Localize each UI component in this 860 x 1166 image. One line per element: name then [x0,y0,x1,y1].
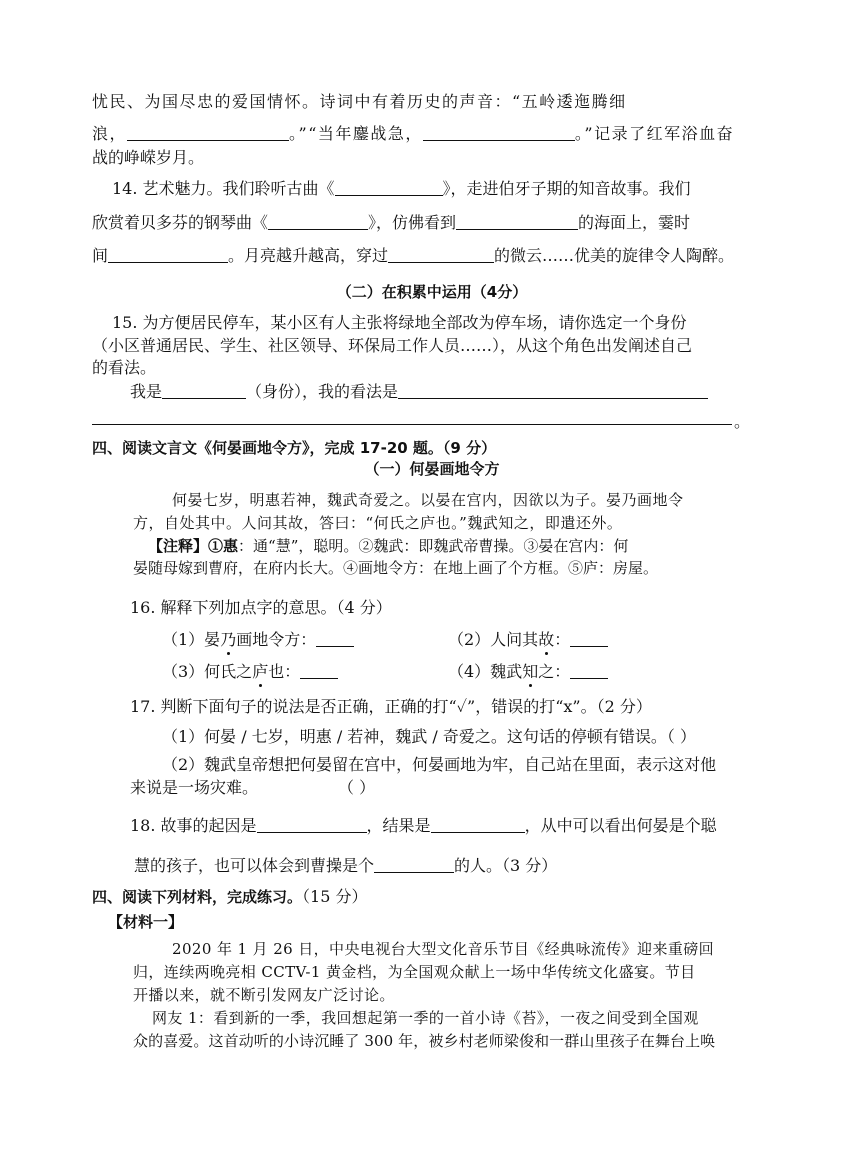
question-17: 17. 判断下面句子的说法是否正确，正确的打“✓”，错误的打“x”。（2 分） [130,697,652,716]
passage-title: （一）何晏画地令方 [364,460,500,478]
question-17-item: （1）何晏 / 七岁，明惠 / 若神，魏武 / 奇爱之。这句话的停顿有错误。（ ） [162,727,696,746]
answer-blank[interactable] [316,630,354,647]
question-16-item: （3）何氏之庐也： （4）魏武知之： [162,662,842,682]
passage-line: 方，自处其中。人问其故，答曰：“何氏之庐也。”魏武知之，即遣还外。 [133,514,623,532]
identity-blank[interactable] [162,382,246,399]
question-14: 14. 艺术魅力。我们聆听古曲《 》，走进伯牙子期的知音故事。我们 [112,179,691,198]
answer-blank[interactable] [423,124,575,141]
answer-blank[interactable] [570,630,608,647]
material-line: 开播以来，就不断引发网友广泛讨论。 [133,986,395,1004]
section-heading: 四、阅读下列材料，完成练习。（15 分） [92,887,368,906]
answer-blank[interactable] [127,124,289,141]
question-15-line: 的看法。 [92,358,157,377]
material-line: 2020 年 1 月 26 日，中央电视台大型文化音乐节目《经典咏流传》迎来重磅回 [172,940,715,958]
section-heading: 四、阅读文言文《何晏画地令方》，完成 17-20 题。（9 分） [92,439,497,457]
text-line: 忧民、为国尽忠的爱国情怀。诗词中有着历史的声音：“五岭逶迤腾细 [92,92,627,111]
answer-blank[interactable] [374,856,454,873]
period-mark: 。 [734,412,751,431]
material-line: 众的喜爱。这首动听的小诗沉睡了 300 年，被乡村老师梁俊和一群山里孩子在舞台上唤 [133,1032,716,1050]
question-16-item: （1）晏乃画地令方： （2）人问其故： [162,630,842,650]
question-15-answer: 我是 （身份），我的看法是 [130,382,810,402]
text-line: 浪， 。”“当年鏖战急， 。”记录了红军浴血奋 [92,124,735,143]
section-heading: （二）在积累中运用（4分） [336,283,528,301]
question-15: 15. 为方便居民停车，某小区有人主张将绿地全部改为停车场，请你选定一个身份 [112,313,687,332]
question-14-line: 欣赏着贝多芬的钢琴曲《 》，仿佛看到 的海面上，霎时 [92,213,691,232]
material-label: 【材料一】 [108,913,184,931]
passage-line: 何晏七岁，明惠若神，魏武奇爱之。以晏在宫内，因欲以为子。晏乃画地令 [172,491,684,509]
opinion-blank[interactable] [398,382,708,399]
question-16: 16. 解释下列加点字的意思。（4 分） [130,598,392,617]
answer-blank[interactable] [335,179,443,196]
answer-blank[interactable] [268,213,368,230]
answer-rule[interactable] [92,424,732,425]
answer-blank[interactable] [257,816,367,833]
question-14-line: 间 。月亮越升越高，穿过 的微云……优美的旋律令人陶醉。 [92,246,735,265]
answer-blank[interactable] [570,662,608,679]
question-18-line: 慧的孩子，也可以体会到曹操是个 的人。（3 分） [134,856,558,875]
question-15-line: （小区普通居民、学生、社区领导、环保局工作人员……），从这个角色出发阐述自己 [92,336,693,355]
answer-blank[interactable] [456,213,578,230]
question-17-item: 来说是一场灾难。 （ ） [130,778,376,797]
answer-blank[interactable] [300,662,338,679]
answer-blank[interactable] [431,816,525,833]
text-line: 战的峥嵘岁月。 [92,148,205,167]
question-18: 18. 故事的起因是 ，结果是 ，从中可以看出何晏是个聪 [130,816,717,835]
material-line: 归，连续两晚亮相 CCTV-1 黄金档，为全国观众献上一场中华传统文化盛宴。节目 [133,963,696,981]
annotation-line: 晏随母嫁到曹府，在府内长大。④画地令方：在地上画了个方框。⑤庐：房屋。 [133,559,659,577]
answer-blank[interactable] [388,246,494,263]
question-17-item: （2）魏武皇帝想把何晏留在宫中，何晏画地为牢，自己站在里面，表示这对他 [162,755,717,774]
material-line: 网友 1：看到新的一季，我回想起第一季的一首小诗《苔》，一夜之间受到全国观 [152,1009,699,1027]
annotation-line: 【注释】①惠：通“慧”，聪明。②魏武：即魏武帝曹操。③晏在宫内：何 [148,537,629,555]
answer-blank[interactable] [108,246,228,263]
